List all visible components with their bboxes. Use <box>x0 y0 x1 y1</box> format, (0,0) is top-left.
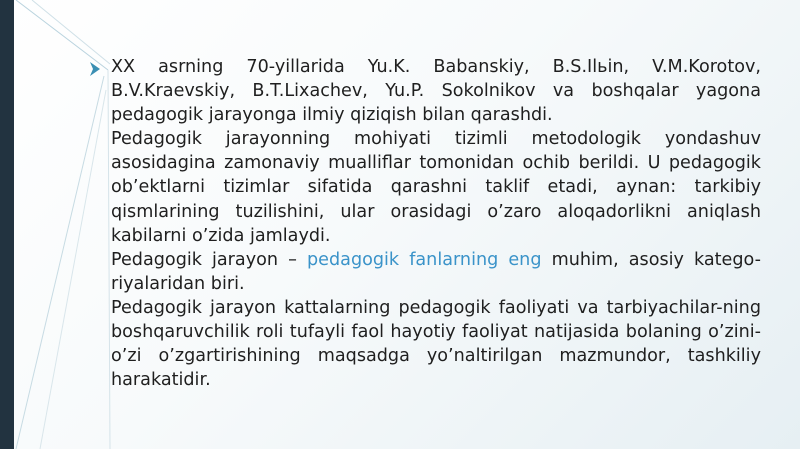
pedagogik-fanlar-link[interactable]: pedagogik fanlarning eng <box>307 249 542 270</box>
arrow-bullet-icon <box>90 62 100 76</box>
decorative-lines <box>0 0 120 449</box>
paragraph-4: Pedagogik jarayon kattalarning pedagogik faoliyati va tarbiyachilar-ning boshqaruvchilik roli tufayli faol hayotiy faoliyat natijasida bolaning o’zini-o’zi o’zgartirishining maqsadga yo’naltirilgan mazmundor, tashkiliy harakatidir. <box>111 297 761 391</box>
paragraph-3-start: Pedagogik jarayon – <box>111 249 307 270</box>
paragraph-2: Pedagogik jarayonning mohiyati tizimli metodologik yondashuv asosidagina zamonaviy mualliflar tomonidan ochib berildi. U pedagogik ob’ektlarni tizimlar sifatida qarashni taklif etadi, aynan: tarkibiy qismlarining tuzilishini, ular orasidagi o’zaro aloqadorlikni aniqlash kabilarni o’zida jamlaydi. <box>111 129 761 246</box>
paragraph-1: XX asrning 70-yillarida Yu.K. Babanskiy, B.S.Ilьin, V.M.Korotov, B.V.Kraevskiy, B.T.Lixachev, Yu.P. Sokolnikov va boshqalar yagona pedagogik jarayonga ilmiy qiziqish bilan qarashdi. <box>111 57 761 126</box>
paragraph-3-end: muhim, asosiy katego-riyalaridan biri. <box>111 249 761 294</box>
body-text <box>111 55 761 392</box>
paragraph-3 <box>111 248 761 296</box>
